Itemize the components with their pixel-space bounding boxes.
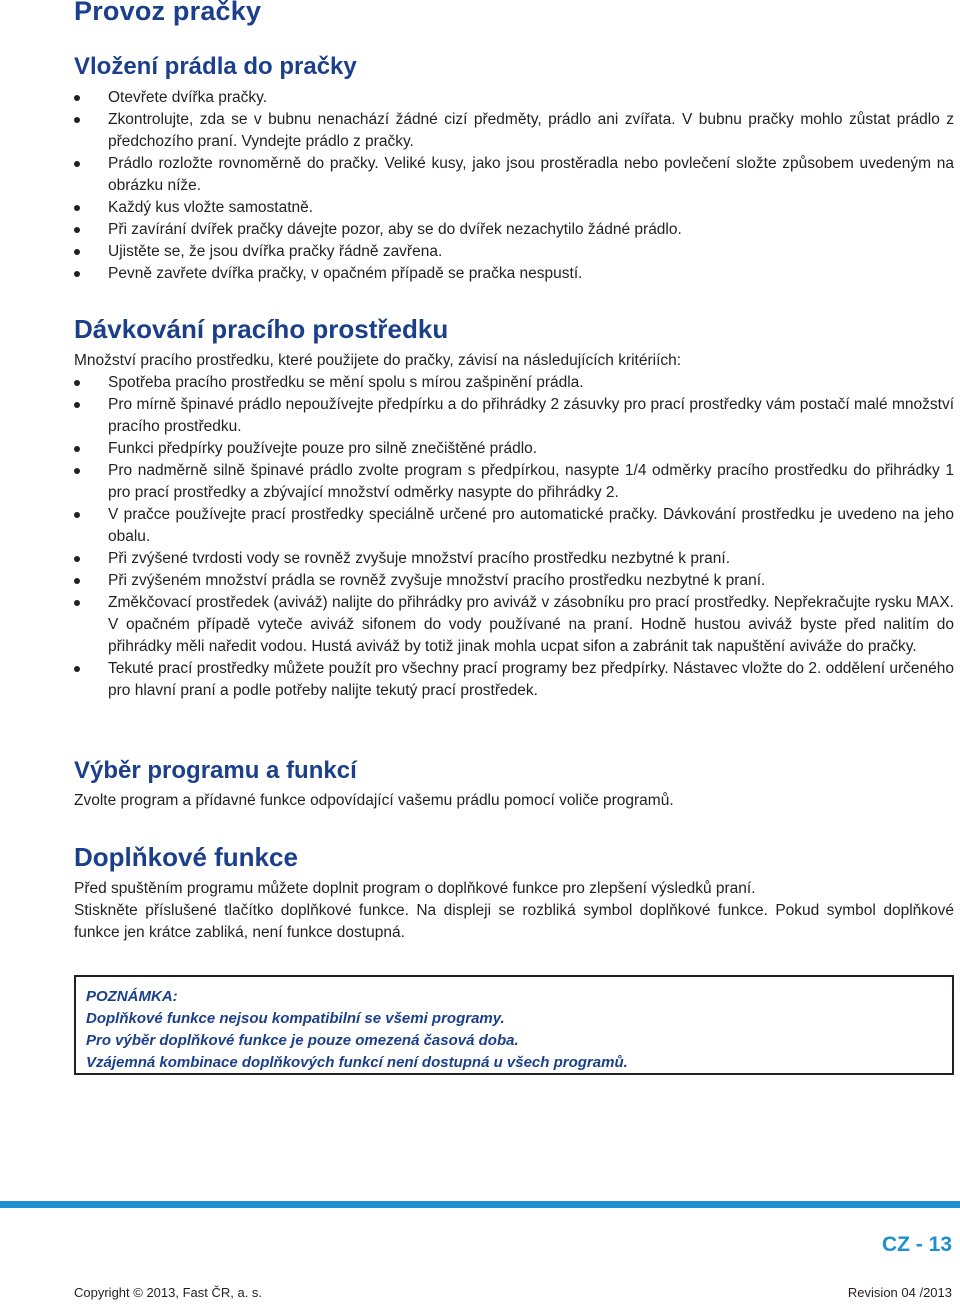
bullet-icon [74, 556, 80, 562]
bullet-icon [74, 380, 80, 386]
footer-divider [0, 1201, 960, 1208]
note-title: POZNÁMKA: [86, 988, 178, 1005]
list-item: V pračce používejte prací prostředky speciálně určené pro automatické pračky. Dávkování prostředku je uvedeno na jeho obalu. [74, 504, 954, 548]
list-item: Každý kus vložte samostatně. [74, 197, 954, 219]
copyright-text: Copyright © 2013, Fast ČR, a. s. [74, 1285, 263, 1300]
bullet-icon [74, 117, 80, 123]
list-item: Při zvýšeném množství prádla se rovněž zvyšuje množství pracího prostředku nezbytné k praní. [74, 570, 954, 592]
section-dosing [74, 314, 954, 702]
section-program [74, 756, 954, 812]
note-line: Vzájemná kombinace doplňkových funkcí není dostupná u všech programů. [86, 1054, 628, 1071]
page-number: CZ - 13 [881, 1233, 952, 1256]
paragraph: Stiskněte příslušené tlačítko doplňkové funkce. Na displeji se rozbliká symbol doplňkové funkce. Pokud symbol doplňkové funkce jen krátce zabliká, není funkce dostupná. [74, 902, 954, 941]
bullet-icon [74, 666, 80, 672]
list-item: Při zvýšené tvrdosti vody se rovněž zvyšuje množství pracího prostředku nezbytné k praní. [74, 548, 954, 570]
list-item: Funkci předpírky používejte pouze pro silně znečištěné prádlo. [74, 438, 954, 460]
bullet-icon [74, 402, 80, 408]
page-title: Provoz pračky [74, 0, 262, 26]
bullet-icon [74, 227, 80, 233]
bullet-icon [74, 512, 80, 518]
bullet-icon [74, 446, 80, 452]
list-item: Spotřeba pracího prostředku se mění spolu s mírou zašpinění prádla. [74, 372, 954, 394]
bullet-icon [74, 205, 80, 211]
intro-text: Množství pracího prostředku, které použijete do pračky, závisí na následujících kritériích: [74, 352, 682, 369]
bullet-list [74, 372, 954, 702]
bullet-icon [74, 468, 80, 474]
section-heading: Výběr programu a funkcí [74, 757, 357, 784]
list-item: Změkčovací prostředek (aviváž) nalijte do přihrádky pro aviváž v zásobníku pro prací prostředky. Nepřekračujte rysku MAX. V opačném případě vyteče aviváž sifonem do vody používané na praní. Hodně hustou aviváž byste před nalitím do přihrádky měli naředit vodou. Hustá aviváž by totiž jinak mohla ucpat sifon a zabránit tak napuštění aviváže do pračky. [74, 592, 954, 658]
list-item: Při zavírání dvířek pračky dávejte pozor, aby se do dvířek nezachytilo žádné prádlo. [74, 219, 954, 241]
list-item: Tekuté prací prostředky můžete použít pro všechny prací programy bez předpírky. Nástavec vložte do 2. oddělení určeného pro hlavní praní a podle potřeby nalijte tekutý prací prostředek. [74, 658, 954, 702]
paragraph: Před spuštěním programu můžete doplnit program o doplňkové funkce pro zlepšení výsledků praní. [74, 880, 756, 897]
list-item: Pro nadměrně silně špinavé prádlo zvolte program s předpírkou, nasypte 1/4 odměrky pracího prostředku do přihrádky 1 pro prací prostředky a zbývající množství odměrky nasypte do přihrádky 2. [74, 460, 954, 504]
bullet-icon [74, 271, 80, 277]
list-item: Pro mírně špinavé prádlo nepoužívejte předpírku a do přihrádky 2 zásuvky pro prací prostředky vám postačí malé množství pracího prostředku. [74, 394, 954, 438]
section-heading: Doplňkové funkce [74, 842, 298, 872]
list-item: Prádlo rozložte rovnoměrně do pračky. Veliké kusy, jako jsou prostěradla nebo povlečení složte způsobem uvedeným na obrázku níže. [74, 153, 954, 197]
bullet-icon [74, 600, 80, 606]
note-line: Doplňkové funkce nejsou kompatibilní se všemi programy. [86, 1010, 505, 1027]
section-loading [74, 52, 954, 285]
section-extra-functions [74, 842, 954, 944]
bullet-icon [74, 95, 80, 101]
bullet-list [74, 87, 954, 285]
list-item: Zkontrolujte, zda se v bubnu nenachází žádné cizí předměty, prádlo ani zvířata. V bubnu pračky mohlo zůstat prádlo z předchozího praní. Vyndejte prádlo z pračky. [74, 109, 954, 153]
note-box [74, 975, 954, 1075]
paragraph: Zvolte program a přídavné funkce odpovídající vašemu prádlu pomocí voliče programů. [74, 792, 674, 809]
list-item: Pevně zavřete dvířka pračky, v opačném případě se pračka nespustí. [74, 263, 954, 285]
list-item: Ujistěte se, že jsou dvířka pračky řádně zavřena. [74, 241, 954, 263]
section-heading: Dávkování pracího prostředku [74, 314, 449, 344]
note-line: Pro výběr doplňkové funkce je pouze omezená časová doba. [86, 1032, 519, 1049]
bullet-icon [74, 161, 80, 167]
list-item: Otevřete dvířka pračky. [74, 87, 954, 109]
bullet-icon [74, 578, 80, 584]
revision-text: Revision 04 /2013 [847, 1285, 952, 1300]
section-heading: Vložení prádla do pračky [74, 53, 357, 80]
bullet-icon [74, 249, 80, 255]
